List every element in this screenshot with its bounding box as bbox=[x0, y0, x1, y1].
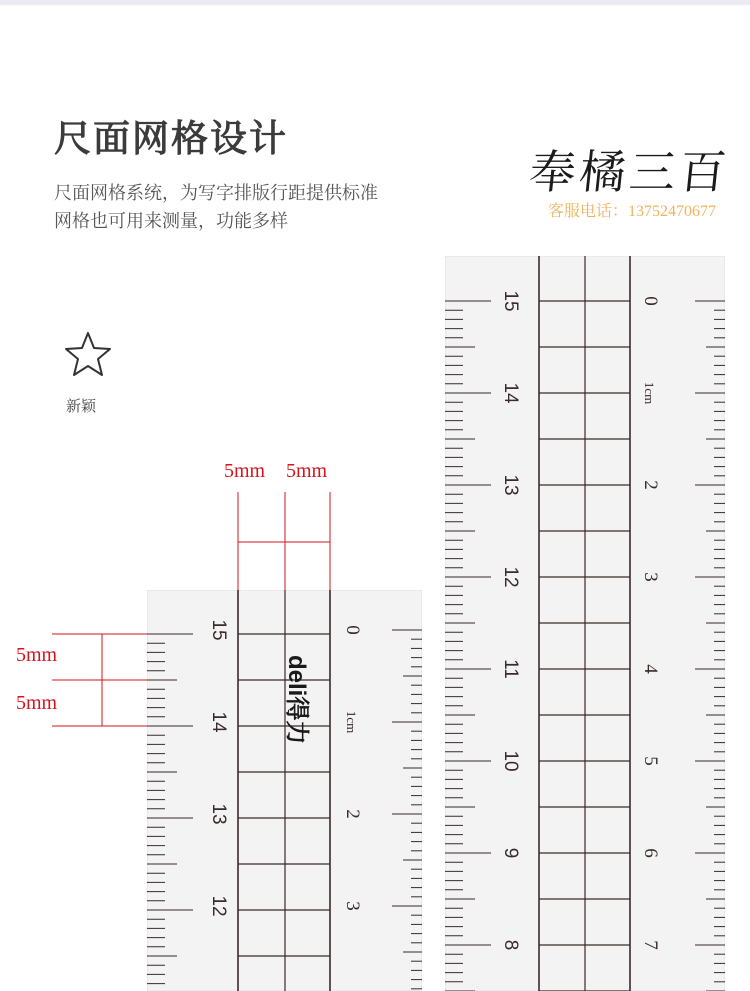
inch-label: 14 bbox=[208, 711, 229, 733]
annotation-label-side-bottom: 5mm bbox=[16, 692, 58, 714]
inch-label: 8 bbox=[500, 939, 521, 951]
inch-label: 13 bbox=[500, 474, 521, 496]
inch-label: 11 bbox=[500, 659, 521, 679]
cm-label: 6 bbox=[640, 848, 661, 858]
page-title: 尺面网格设计 bbox=[54, 117, 288, 160]
cm-label: 0 bbox=[342, 625, 363, 635]
cm-label: 3 bbox=[342, 901, 363, 911]
inch-label: 10 bbox=[500, 750, 521, 772]
inch-label: 15 bbox=[208, 619, 229, 641]
inch-label: 12 bbox=[500, 566, 521, 588]
annotation-label-top-left: 5mm bbox=[224, 460, 266, 482]
cm-label: 1cm bbox=[642, 381, 657, 405]
cm-label: 1cm bbox=[344, 710, 359, 734]
description-line-1: 尺面网格系统，为写字排版行距提供标准 bbox=[54, 183, 378, 204]
cm-label: 5 bbox=[640, 756, 661, 766]
annotation-label-top-right: 5mm bbox=[286, 460, 328, 482]
cm-label: 2 bbox=[342, 809, 363, 819]
brand-name: 奉橘三百 bbox=[526, 145, 733, 199]
inch-label: 12 bbox=[208, 895, 229, 917]
inch-label: 9 bbox=[500, 847, 521, 859]
cm-label: 7 bbox=[640, 940, 661, 950]
inch-label: 15 bbox=[500, 290, 521, 312]
cm-label: 3 bbox=[640, 572, 661, 582]
cm-label: 0 bbox=[640, 296, 661, 306]
feature-label: 新颖 bbox=[66, 397, 97, 415]
deli-logo: deli得力 bbox=[283, 655, 310, 745]
inch-label: 13 bbox=[208, 803, 229, 825]
cm-label: 4 bbox=[640, 664, 661, 674]
cm-label: 2 bbox=[640, 480, 661, 490]
customer-service-phone: 客服电话：13752470677 bbox=[548, 203, 717, 220]
description-line-2: 网格也可用来测量，功能多样 bbox=[54, 211, 288, 232]
inch-label: 14 bbox=[500, 382, 521, 404]
annotation-label-side-top: 5mm bbox=[16, 644, 58, 666]
